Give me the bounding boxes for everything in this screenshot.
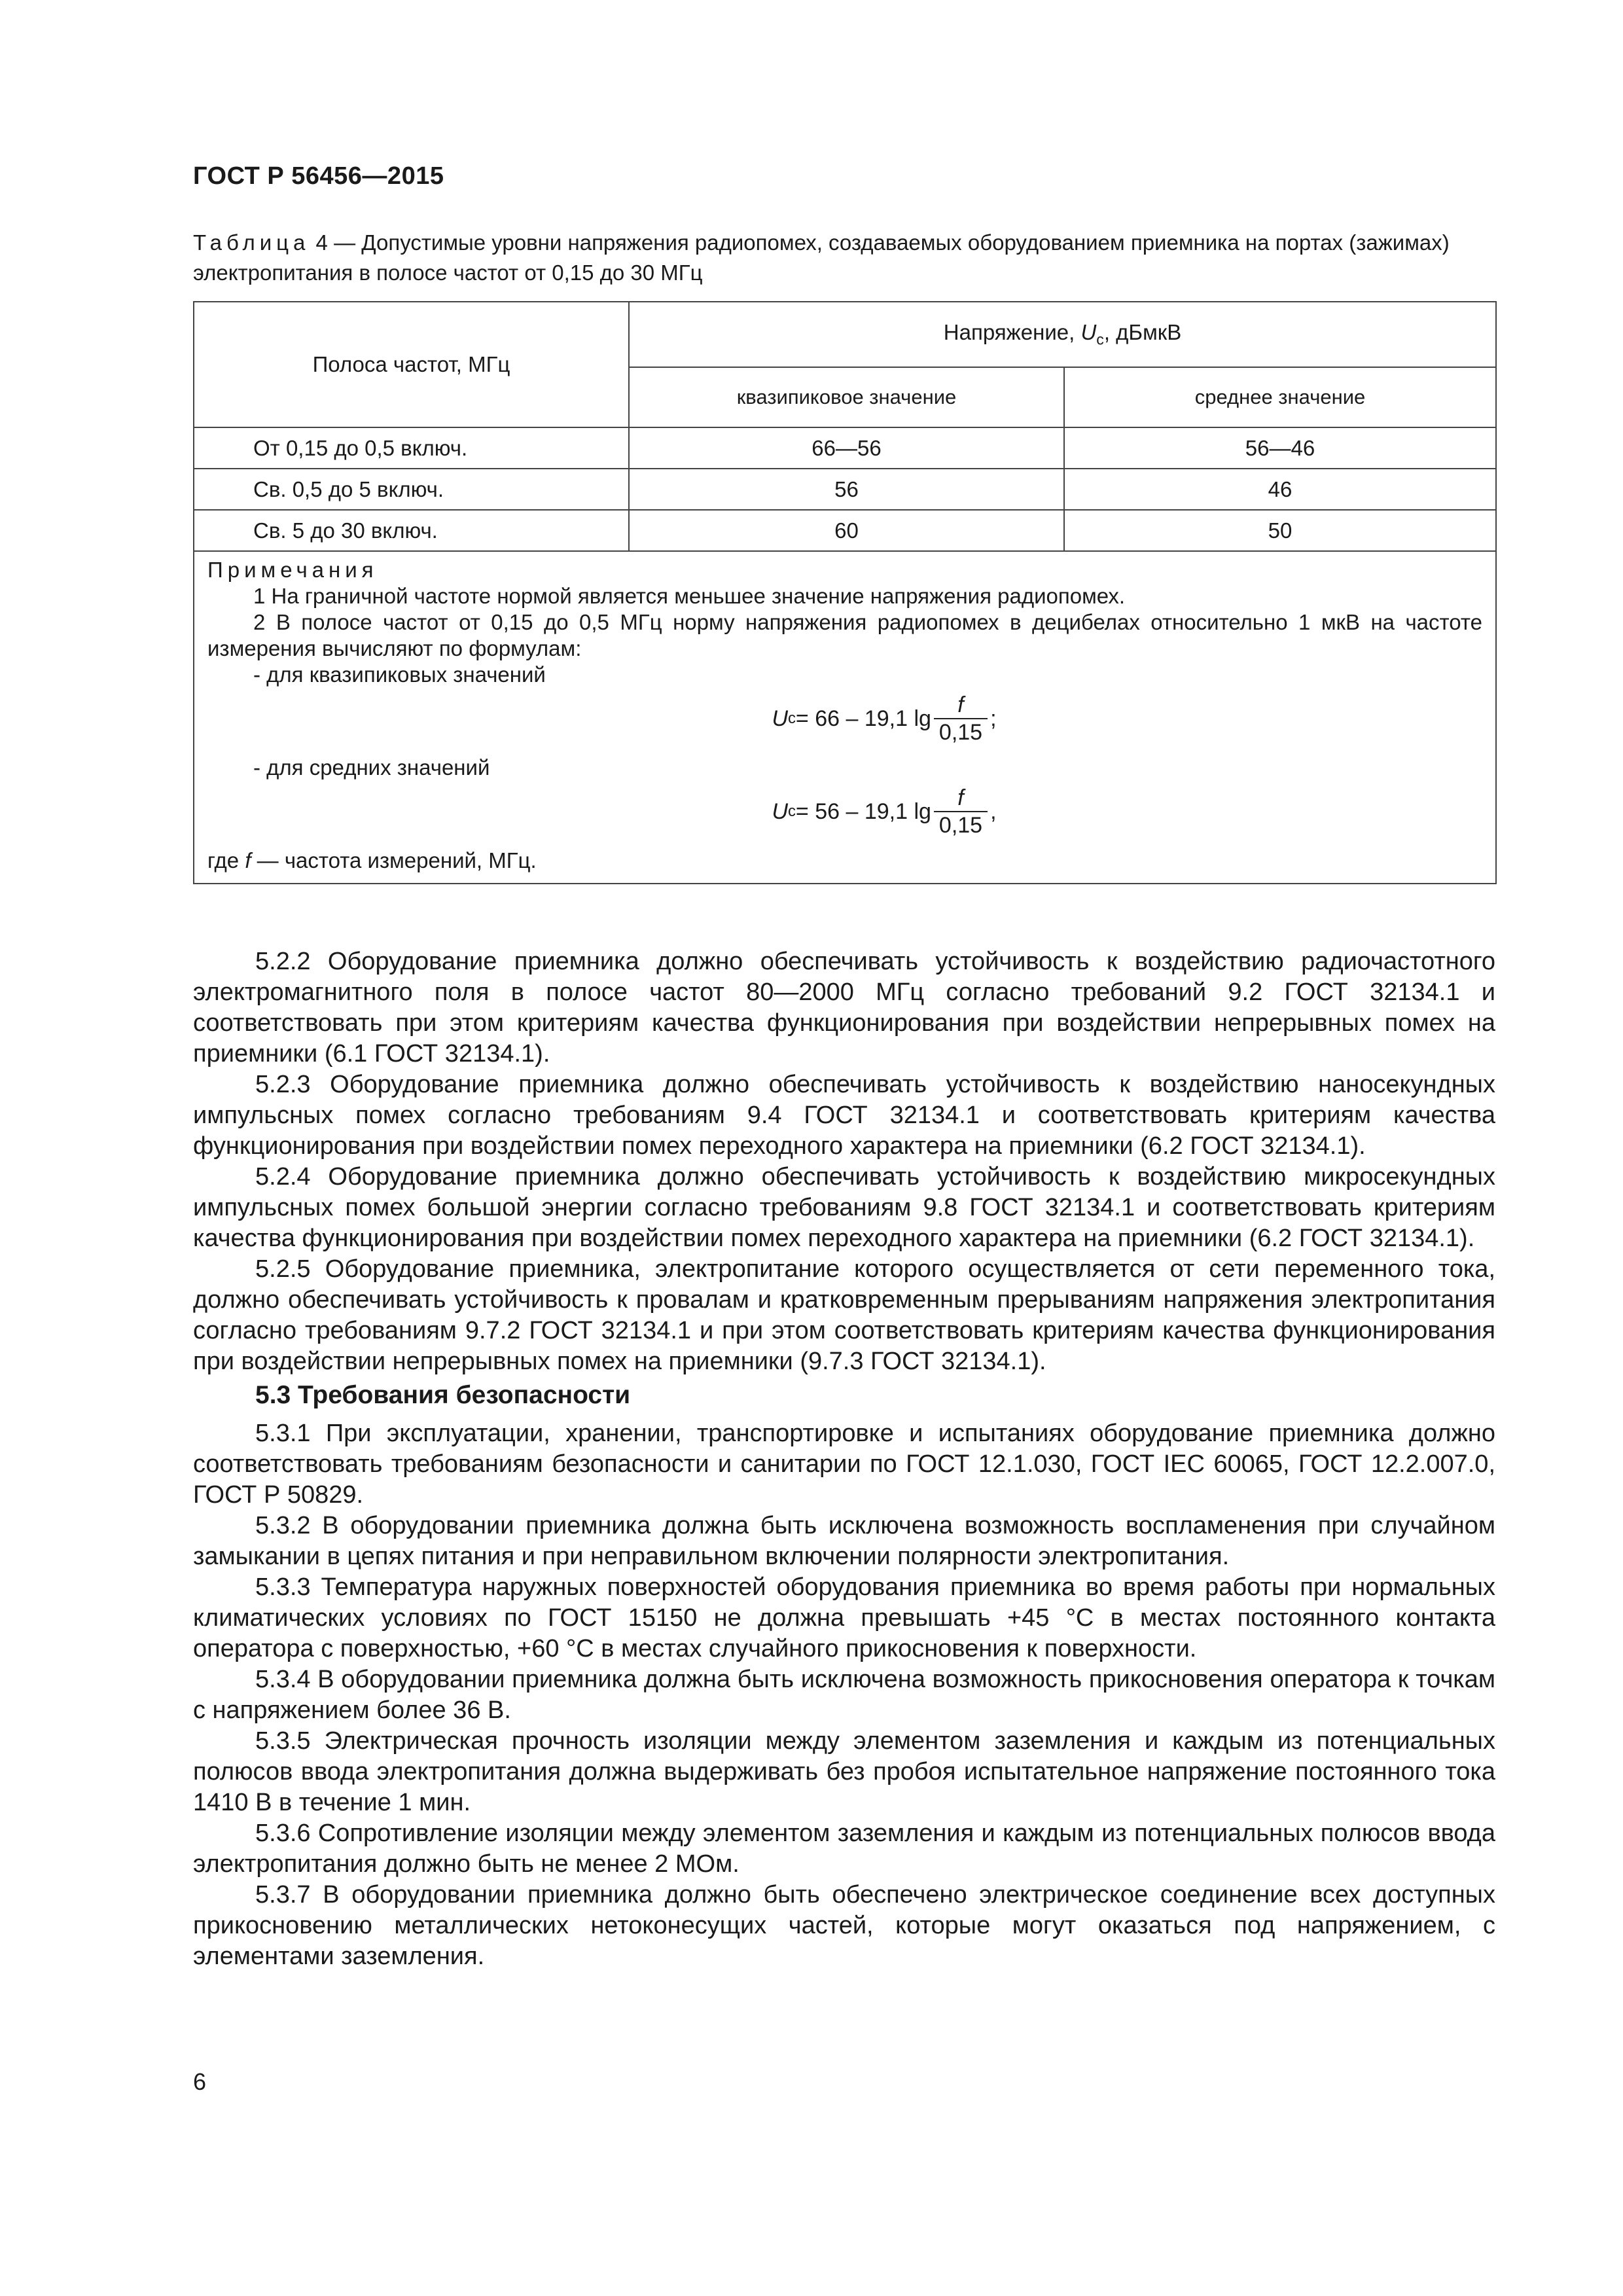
cell-average: 46 <box>1064 469 1496 510</box>
paragraph-5-3-6: 5.3.6 Сопротивление изоляции между элементом заземления и каждым из потенциальных полюсов ввода электропитания должно быть не менее 2 МОм. <box>193 1820 1495 1878</box>
fraction-numerator: f <box>957 692 964 717</box>
where-prefix: где <box>207 848 245 872</box>
cell-band: От 0,15 до 0,5 включ. <box>194 427 629 469</box>
formula-fraction <box>934 785 988 838</box>
column-header-band: Полоса частот, МГц <box>194 302 629 427</box>
column-header-quasi-peak: квазипиковое значение <box>629 367 1064 427</box>
formula-quasi-peak <box>207 692 1482 745</box>
paragraph-5-3-3: 5.3.3 Температура наружных поверхностей оборудования приемника во время работы при нормальных климатических условиях по ГОСТ 15150 не должна превышать +45 °С в местах постоянного контакта оператора с поверхностью, +60 °С в местах случайного прикосновения к поверхности. <box>193 1573 1495 1662</box>
paragraph-5-2-2: 5.2.2 Оборудование приемника должно обеспечивать устойчивость к воздействию радиочастотного электромагнитного поля в полосе частот 80—2000 МГц согласно требований 9.2 ГОСТ 32134.1 и соответствовать при этом критериям качества функционирования при воздействии непрерывных помех на приемники (6.1 ГОСТ 32134.1). <box>193 948 1495 1067</box>
emission-limits-table <box>193 301 1497 884</box>
table-notes <box>194 551 1496 884</box>
table-row <box>194 510 1496 551</box>
where-text: — частота измерений, МГц. <box>251 848 537 872</box>
cell-quasi-peak: 60 <box>629 510 1064 551</box>
paragraph-5-3-5: 5.3.5 Электрическая прочность изоляции между элементом заземления и каждым из потенциальных полюсов ввода электропитания должна выдерживать без пробоя испытательное напряжение постоянного тока 1410 В в течение 1 мин. <box>193 1727 1495 1816</box>
paragraph-5-2-4: 5.2.4 Оборудование приемника должно обеспечивать устойчивость к воздействию микросекундных импульсных помех большой энергии согласно требованиям 9.8 ГОСТ 32134.1 и соответствовать критериям качества функционирования при воздействии помех переходного характера на приемники (6.2 ГОСТ 32134.1). <box>193 1163 1495 1252</box>
table-caption-label: Таблица <box>193 230 310 255</box>
notes-title: Примечания <box>207 558 378 582</box>
quasi-peak-label: - для квазипиковых значений <box>253 662 546 687</box>
table-caption <box>193 228 1495 288</box>
voltage-prefix: Напряжение, <box>943 320 1081 345</box>
paragraph-5-2-3: 5.2.3 Оборудование приемника должно обеспечивать устойчивость к воздействию наносекундных импульсных помех согласно требованиям 9.4 ГОСТ 32134.1 и соответствовать критериям качества функционирования при воздействии помех переходного характера на приемники (6.2 ГОСТ 32134.1). <box>193 1071 1495 1160</box>
formula-expression: = 56 – 19,1 lg <box>795 799 931 824</box>
note-2: 2 В полосе частот от 0,15 до 0,5 МГц норму напряжения радиопомех в децибелах относительно 1 мкВ на частоте измерения вычисляют по формулам: <box>207 610 1482 660</box>
paragraph-5-3-2: 5.3.2 В оборудовании приемника должна быть исключена возможность воспламенения при случайном замыкании в цепях питания и при неправильном включении полярности электропитания. <box>193 1512 1495 1570</box>
note-1: 1 На граничной частоте нормой является меньшее значение напряжения радиопомех. <box>253 584 1126 608</box>
voltage-symbol: U <box>1080 320 1097 345</box>
formula-average <box>207 785 1482 838</box>
where-symbol-f: f <box>245 848 251 872</box>
voltage-suffix: , дБмкВ <box>1103 320 1182 345</box>
table-row <box>194 427 1496 469</box>
paragraph-5-3-7: 5.3.7 В оборудовании приемника должно быть обеспечено электрическое соединение всех доступных прикосновению металлических нетоконесущих частей, которые могут оказаться под напряжением, с элементами заземления. <box>193 1881 1495 1970</box>
paragraph-5-3-4: 5.3.4 В оборудовании приемника должна быть исключена возможность прикосновения оператора к точкам с напряжением более 36 В. <box>193 1666 1495 1724</box>
column-header-average: среднее значение <box>1064 367 1496 427</box>
document-code-header: ГОСТ Р 56456—2015 <box>193 162 444 190</box>
section-heading-5-3: 5.3 Требования безопасности <box>255 1381 631 1409</box>
paragraph-5-3-1: 5.3.1 При эксплуатации, хранении, транспортировке и испытаниях оборудование приемника должно соответствовать требованиям безопасности и санитарии по ГОСТ 12.1.030, ГОСТ IEC 60065, ГОСТ 12.2.007.0, ГОСТ Р 50829. <box>193 1420 1495 1509</box>
body-text <box>193 946 1495 1972</box>
cell-quasi-peak: 56 <box>629 469 1064 510</box>
cell-band: Св. 0,5 до 5 включ. <box>194 469 629 510</box>
paragraph-5-2-5: 5.2.5 Оборудование приемника, электропитание которого осуществляется от сети переменного тока, должно обеспечивать устойчивость к провалам и кратковременным прерываниям напряжения электропитания согласно требованиям 9.7.2 ГОСТ 32134.1 и при этом соответствовать критериям качества функционирования при воздействии непрерывных помех на приемники (9.7.3 ГОСТ 32134.1). <box>193 1255 1495 1375</box>
formula-symbol-c: c <box>788 709 796 727</box>
cell-average: 56—46 <box>1064 427 1496 469</box>
cell-quasi-peak: 66—56 <box>629 427 1064 469</box>
table-row <box>194 469 1496 510</box>
page-number: 6 <box>193 2068 207 2095</box>
formula-symbol-u: U <box>772 706 788 731</box>
formula-expression: = 66 – 19,1 lg <box>795 706 931 731</box>
formula-fraction <box>934 692 988 745</box>
formula-symbol-c: c <box>788 802 796 820</box>
fraction-denominator: 0,15 <box>934 718 988 745</box>
formula-terminator: , <box>990 799 997 824</box>
voltage-subscript: c <box>1096 331 1104 348</box>
cell-band: Св. 5 до 30 включ. <box>194 510 629 551</box>
fraction-denominator: 0,15 <box>934 811 988 838</box>
where-clause <box>207 848 1482 874</box>
fraction-numerator: f <box>957 785 964 810</box>
table-caption-text: 4 — Допустимые уровни напряжения радиопомех, создаваемых оборудованием приемника на портах (зажимах) электропитания в полосе частот от 0,15 до 30 МГц <box>193 230 1450 285</box>
formula-symbol-u: U <box>772 799 788 824</box>
column-header-voltage <box>629 302 1496 367</box>
cell-average: 50 <box>1064 510 1496 551</box>
formula-terminator: ; <box>990 706 997 731</box>
average-label: - для средних значений <box>253 755 490 780</box>
